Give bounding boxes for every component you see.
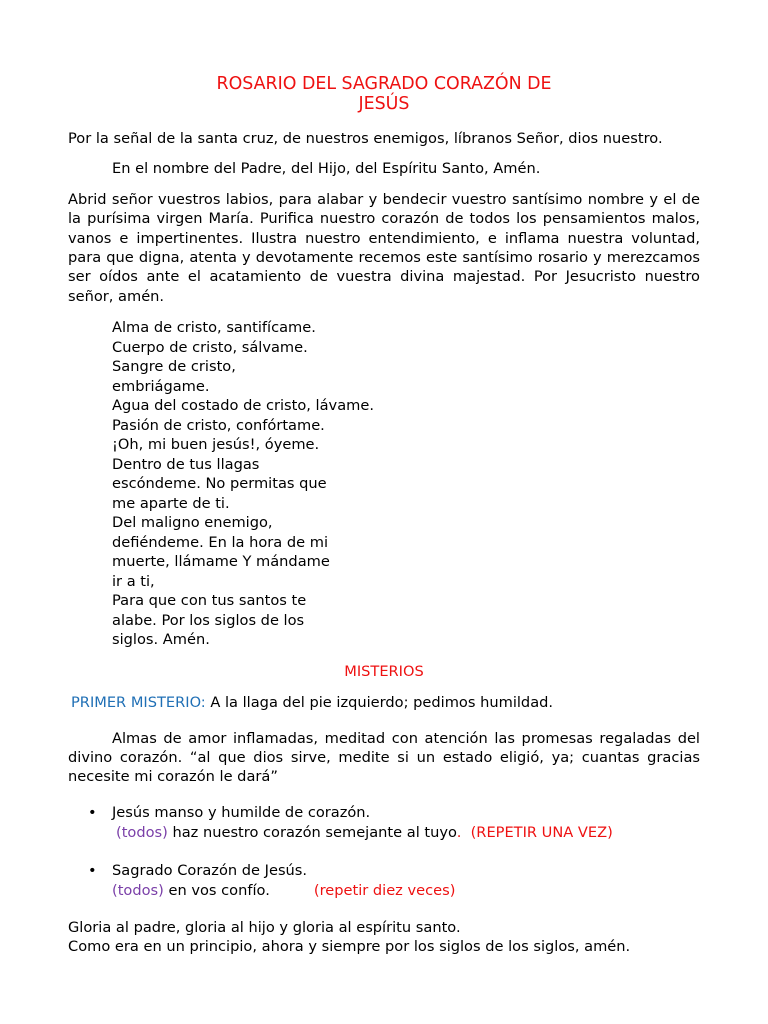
prayer-line: escóndeme. No permitas que [112, 475, 327, 493]
document-page [68, 74, 700, 957]
document-title [68, 74, 700, 114]
response-text: haz nuestro corazón semejante al tuyo [167, 823, 457, 841]
repeat-instruction: (repetir diez veces) [313, 881, 456, 899]
primer-misterio-line [68, 693, 700, 712]
prayer-line: Cuerpo de cristo, sálvame. [112, 338, 308, 356]
prayer-line: siglos. Amén. [112, 631, 210, 649]
list-item [68, 861, 700, 901]
prayer-line: muerte, llámame Y mándame [112, 553, 330, 571]
prayer-line: Sangre de cristo, [112, 358, 236, 376]
response-line [112, 823, 700, 843]
list-item [68, 803, 700, 843]
primer-misterio-text: A la llaga del pie izquierdo; pedimos humildad. [205, 694, 554, 712]
prayer-line: ¡Oh, mi buen jesús!, óyeme. [112, 436, 320, 454]
primer-misterio-label: PRIMER MISTERIO: [71, 694, 206, 712]
response-text: en vos confío. [163, 881, 270, 899]
todos-label: (todos) [112, 881, 164, 899]
prayer-line: ir a ti, [112, 572, 155, 590]
bullet-icon: • [88, 803, 97, 821]
anima-christi-prayer [112, 318, 700, 650]
prayer-line: Alma de cristo, santifícame. [112, 319, 316, 337]
prayer-line: Dentro de tus llagas [112, 455, 260, 473]
todos-label: (todos) [116, 823, 168, 841]
prayer-line: me aparte de ti. [112, 494, 230, 512]
title-line-2: JESÚS [358, 94, 410, 114]
prayer-line: defiéndeme. En la hora de mi [112, 533, 329, 551]
meditation-paragraph: Almas de amor inflamadas, meditad con atención las promesas regaladas del divino corazón. “al que dios sirve, medite si un estado eligió, ya; cuantas gracias necesite mi corazón le dará” [68, 729, 700, 786]
prayer-line: Agua del costado de cristo, lávame. [112, 397, 374, 415]
bullet-icon: • [88, 861, 97, 879]
repeat-instruction: (REPETIR UNA VEZ) [470, 823, 613, 841]
prayer-line: alabe. Por los siglos de los [112, 611, 305, 629]
intro-paragraph-1: Por la señal de la santa cruz, de nuestros enemigos, líbranos Señor, dios nuestro. [68, 130, 663, 147]
invocation-text: Sagrado Corazón de Jesús. [112, 861, 308, 879]
response-period: . [456, 823, 462, 841]
invocation-text: Jesús manso y humilde de corazón. [112, 803, 371, 821]
intro-paragraph-2: En el nombre del Padre, del Hijo, del Espíritu Santo, Amén. [112, 160, 541, 178]
prayer-line: Para que con tus santos te [112, 592, 307, 610]
response-line [112, 881, 700, 901]
response-list [68, 803, 700, 901]
intro-paragraph-3: Abrid señor vuestros labios, para alabar y bendecir vuestro santísimo nombre y el de la purísima virgen María. Purifica nuestro corazón de todos los pensamientos malos, vanos e impertinentes. Ilustra nuestro entendimiento, e inflama nuestra voluntad, para que digna, atenta y devotamente recemos este santísimo rosario y merezcamos ser oídos ante el acatamiento de vuestra divina majestad. Por Jesucristo nuestro señor, amén. [68, 190, 700, 305]
prayer-line: embriágame. [112, 377, 210, 395]
misterios-heading: MISTERIOS [344, 662, 424, 680]
closing-line-1: Gloria al padre, gloria al hijo y gloria al espíritu santo. [68, 918, 461, 936]
title-line-1: ROSARIO DEL SAGRADO CORAZÓN DE [216, 74, 552, 94]
closing-line-2: Como era en un principio, ahora y siempre por los siglos de los siglos, amén. [68, 938, 631, 956]
prayer-line: Del maligno enemigo, [112, 514, 273, 532]
prayer-line: Pasión de cristo, confórtame. [112, 416, 325, 434]
